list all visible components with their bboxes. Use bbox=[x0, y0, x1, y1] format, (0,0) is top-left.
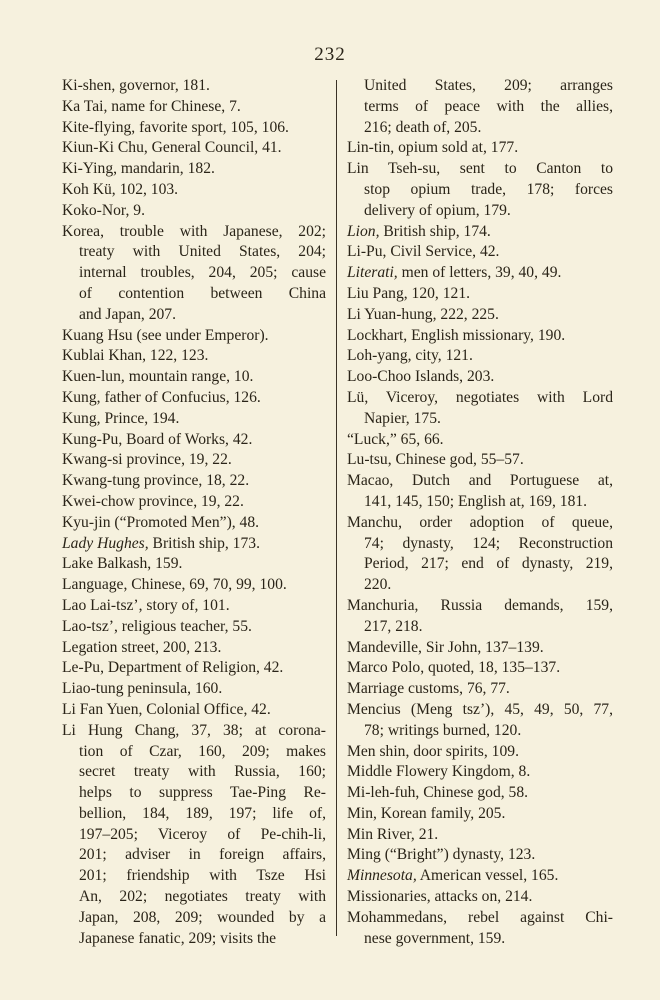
index-entry-line bbox=[62, 492, 326, 513]
index-entry-line bbox=[347, 180, 613, 201]
index-entry-text: Li-Pu, Civil Service, 42. bbox=[347, 243, 500, 261]
index-entry-text: Lin-tin, opium sold at, 177. bbox=[347, 139, 519, 157]
index-entry-line bbox=[347, 804, 613, 825]
index-entry bbox=[62, 554, 326, 575]
index-entry-text: Li Hung Chang, 37, 38; at corona- bbox=[62, 721, 326, 739]
index-entry-line bbox=[62, 638, 326, 659]
index-entry-text: Loh-yang, city, 121. bbox=[347, 347, 473, 365]
index-entry bbox=[347, 513, 613, 596]
index-entry-line bbox=[62, 845, 326, 866]
index-entry-italic-title: Lion, bbox=[347, 222, 380, 240]
index-entry-line bbox=[347, 554, 613, 575]
index-entry-line bbox=[347, 534, 613, 555]
index-entry-text: 141, 145, 150; English at, 169, 181. bbox=[364, 492, 588, 510]
index-entry bbox=[62, 430, 326, 451]
index-entry bbox=[62, 159, 326, 180]
index-entry bbox=[347, 159, 613, 221]
index-entry bbox=[62, 575, 326, 596]
index-entry bbox=[347, 346, 613, 367]
index-entry bbox=[347, 326, 613, 347]
index-entry-text: 197–205; Viceroy of Pe-chih-li, bbox=[79, 825, 326, 843]
index-entry-text: Lu-tsu, Chinese god, 55–57. bbox=[347, 451, 524, 469]
index-entry-line bbox=[347, 97, 613, 118]
index-entry-text: Kung-Pu, Board of Works, 42. bbox=[62, 430, 253, 448]
index-entry-line bbox=[62, 700, 326, 721]
index-entry-text: secret treaty with Russia, 160; bbox=[79, 763, 326, 781]
index-entry-text: Mandeville, Sir John, 137–139. bbox=[347, 638, 544, 656]
index-entry-text: Koko-Nor, 9. bbox=[62, 201, 145, 219]
index-entry-text: Missionaries, attacks on, 214. bbox=[347, 888, 533, 906]
index-entry-line bbox=[62, 118, 326, 139]
index-entry-text: Napier, 175. bbox=[364, 409, 441, 427]
index-entry-text: stop opium trade, 178; forces bbox=[364, 180, 613, 198]
index-column-right bbox=[347, 76, 613, 949]
index-entry-text: Lü, Viceroy, negotiates with Lord bbox=[347, 388, 613, 406]
index-entry-text: Ka Tai, name for Chinese, 7. bbox=[62, 97, 241, 115]
index-entry-text: tion of Czar, 160, 209; makes bbox=[79, 742, 326, 760]
index-entry-text: Macao, Dutch and Portuguese at, bbox=[347, 472, 613, 490]
index-entry-text: Le-Pu, Department of Religion, 42. bbox=[62, 659, 284, 677]
index-entry-line bbox=[62, 471, 326, 492]
index-entry-line bbox=[347, 617, 613, 638]
index-entry-line bbox=[347, 409, 613, 430]
index-entry-line bbox=[347, 450, 613, 471]
index-entry bbox=[347, 700, 613, 742]
index-entry-text: 74; dynasty, 124; Reconstruction bbox=[364, 534, 613, 552]
index-entry-text: Kwei-chow province, 19, 22. bbox=[62, 492, 244, 510]
index-entry-line bbox=[62, 596, 326, 617]
index-entry-line bbox=[62, 180, 326, 201]
index-entry-text: Liao-tung peninsula, 160. bbox=[62, 680, 223, 698]
index-entry bbox=[62, 180, 326, 201]
index-entry-text: Lao Lai-tsz’, story of, 101. bbox=[62, 596, 230, 614]
index-entry-line bbox=[62, 201, 326, 222]
index-entry-text: Ki-shen, governor, 181. bbox=[62, 77, 210, 94]
index-entry bbox=[347, 908, 613, 950]
index-entry-text: Kwang-si province, 19, 22. bbox=[62, 451, 232, 469]
index-entry-line bbox=[62, 804, 326, 825]
index-entry-text: Kublai Khan, 122, 123. bbox=[62, 347, 209, 365]
index-entry-text: Li Fan Yuen, Colonial Office, 42. bbox=[62, 700, 271, 718]
index-entry bbox=[347, 263, 613, 284]
index-entry-text: Li Yuan-hung, 222, 225. bbox=[347, 305, 499, 323]
index-entry-line bbox=[62, 742, 326, 763]
index-entry-text: Lin Tseh-su, sent to Canton to bbox=[347, 160, 613, 178]
index-entry-line bbox=[62, 534, 326, 555]
index-entry-text: Ki-Ying, mandarin, 182. bbox=[62, 160, 215, 178]
index-entry bbox=[62, 492, 326, 513]
index-entry-text: 220. bbox=[364, 576, 392, 594]
index-entry-line bbox=[347, 76, 613, 97]
index-entry-line bbox=[62, 97, 326, 118]
index-entry-text: Lockhart, English missionary, 190. bbox=[347, 326, 566, 344]
index-entry-text: Mi-leh-fuh, Chinese god, 58. bbox=[347, 784, 529, 802]
index-entry bbox=[347, 825, 613, 846]
index-entry-text: Japanese fanatic, 209; visits the bbox=[79, 929, 277, 947]
index-entry-text: United States, 209; arranges bbox=[364, 77, 613, 94]
index-entry-text: British ship, 174. bbox=[379, 222, 491, 240]
index-entry-text: Loo-Choo Islands, 203. bbox=[347, 368, 495, 386]
index-entry-line bbox=[62, 887, 326, 908]
index-entry bbox=[347, 284, 613, 305]
index-entry-text: and Japan, 207. bbox=[79, 305, 177, 323]
index-entry bbox=[347, 866, 613, 887]
index-column-left bbox=[62, 76, 326, 949]
index-entry-line bbox=[347, 762, 613, 783]
index-entry-line bbox=[347, 513, 613, 534]
index-entry bbox=[347, 222, 613, 243]
index-entry-text: 217, 218. bbox=[364, 617, 423, 635]
index-entry-line bbox=[347, 929, 613, 950]
index-entry-text: Kung, Prince, 194. bbox=[62, 409, 180, 427]
index-entry-line bbox=[347, 866, 613, 887]
index-entry-line bbox=[347, 742, 613, 763]
index-entry bbox=[62, 471, 326, 492]
index-entry bbox=[347, 430, 613, 451]
index-entry-text: 201; adviser in foreign affairs, bbox=[79, 846, 326, 864]
index-entry-text: delivery of opium, 179. bbox=[364, 201, 511, 219]
index-entry-line bbox=[347, 721, 613, 742]
index-entry-line bbox=[347, 638, 613, 659]
index-entry bbox=[347, 450, 613, 471]
index-entry-text: Kwang-tung province, 18, 22. bbox=[62, 472, 250, 490]
index-entry-line bbox=[62, 762, 326, 783]
index-entry-text: Kyu-jin (“Promoted Men”), 48. bbox=[62, 513, 260, 531]
index-entry-text: men of letters, 39, 40, 49. bbox=[397, 264, 562, 282]
index-entry-line bbox=[62, 617, 326, 638]
index-entry bbox=[347, 658, 613, 679]
index-entry-line bbox=[62, 326, 326, 347]
index-entry bbox=[62, 346, 326, 367]
index-entry bbox=[62, 76, 326, 97]
index-entry-line bbox=[347, 242, 613, 263]
index-entry-line bbox=[62, 575, 326, 596]
index-entry bbox=[347, 305, 613, 326]
index-entry-text: An, 202; negotiates treaty with bbox=[79, 888, 326, 906]
index-entry-line bbox=[347, 492, 613, 513]
index-entry bbox=[347, 762, 613, 783]
index-entry-text: Min, Korean family, 205. bbox=[347, 804, 506, 822]
index-entry bbox=[347, 783, 613, 804]
index-entry-line bbox=[347, 575, 613, 596]
index-entry bbox=[62, 450, 326, 471]
index-entry-text: 201; friendship with Tsze Hsi bbox=[79, 867, 326, 885]
index-entry-text: Marriage customs, 76, 77. bbox=[347, 680, 510, 698]
index-entry bbox=[62, 222, 326, 326]
index-entry-line bbox=[62, 908, 326, 929]
index-entry bbox=[347, 388, 613, 430]
index-entry-text: Lake Balkash, 159. bbox=[62, 555, 183, 573]
index-entry bbox=[62, 700, 326, 721]
index-entry-line bbox=[62, 76, 326, 97]
index-entry-line bbox=[347, 471, 613, 492]
index-entry-text: internal troubles, 204, 205; cause bbox=[79, 264, 326, 282]
index-entry bbox=[62, 409, 326, 430]
index-entry-text: Japan, 208, 209; wounded by a bbox=[79, 908, 326, 926]
index-entry-text: helps to suppress Tae-Ping Re- bbox=[79, 784, 326, 802]
index-entry-line bbox=[347, 887, 613, 908]
index-entry-line bbox=[62, 284, 326, 305]
index-entry-line bbox=[62, 866, 326, 887]
index-entry bbox=[347, 845, 613, 866]
index-entry-line bbox=[347, 783, 613, 804]
index-entry-text: Kite-flying, favorite sport, 105, 106. bbox=[62, 118, 289, 136]
index-entry bbox=[62, 638, 326, 659]
index-entry bbox=[62, 138, 326, 159]
index-entry-line bbox=[62, 554, 326, 575]
index-entry bbox=[62, 326, 326, 347]
index-entry-line bbox=[62, 388, 326, 409]
index-entry-text: Mohammedans, rebel against Chi- bbox=[347, 908, 613, 926]
index-entry-line bbox=[62, 159, 326, 180]
index-entry-text: nese government, 159. bbox=[364, 929, 506, 947]
index-entry bbox=[62, 721, 326, 950]
index-entry-line bbox=[62, 409, 326, 430]
index-entry-text: Manchuria, Russia demands, 159, bbox=[347, 596, 613, 614]
index-entry-line bbox=[347, 284, 613, 305]
index-entry-text: Ming (“Bright”) dynasty, 123. bbox=[347, 846, 536, 864]
index-entry-line bbox=[347, 825, 613, 846]
index-entry-line bbox=[347, 346, 613, 367]
index-entry-line bbox=[347, 388, 613, 409]
index-entry-text: Manchu, order adoption of queue, bbox=[347, 513, 613, 531]
index-entry-text: of contention between China bbox=[79, 284, 326, 302]
index-entry bbox=[347, 596, 613, 638]
index-entry-line bbox=[62, 679, 326, 700]
index-entry-text: American vessel, 165. bbox=[416, 867, 559, 885]
index-entry-line bbox=[347, 658, 613, 679]
index-entry-text: Kiun-Ki Chu, General Council, 41. bbox=[62, 139, 282, 157]
index-entry-text: 216; death of, 205. bbox=[364, 118, 482, 136]
index-entry-line bbox=[347, 159, 613, 180]
index-entry-line bbox=[347, 430, 613, 451]
index-entry bbox=[62, 617, 326, 638]
index-entry bbox=[347, 887, 613, 908]
index-entry-line bbox=[347, 908, 613, 929]
index-entry-line bbox=[347, 679, 613, 700]
index-entry-text: Marco Polo, quoted, 18, 135–137. bbox=[347, 659, 561, 677]
index-entry bbox=[62, 201, 326, 222]
index-entry bbox=[347, 76, 613, 138]
index-entry-line bbox=[347, 596, 613, 617]
index-entry-line bbox=[62, 263, 326, 284]
index-entry-text: Koh Kü, 102, 103. bbox=[62, 180, 179, 198]
index-entry-line bbox=[62, 929, 326, 950]
index-entry bbox=[347, 242, 613, 263]
index-entry bbox=[62, 97, 326, 118]
page-number: 232 bbox=[314, 44, 346, 65]
index-entry-line bbox=[62, 305, 326, 326]
index-entry-text: Kuang Hsu (see under Emperor). bbox=[62, 326, 269, 344]
index-entry-text: Korea, trouble with Japanese, 202; bbox=[62, 222, 326, 240]
index-entry-text: Kuen-lun, mountain range, 10. bbox=[62, 368, 254, 386]
column-divider bbox=[336, 80, 337, 936]
index-entry-line bbox=[347, 845, 613, 866]
index-entry-line bbox=[62, 513, 326, 534]
index-entry bbox=[62, 658, 326, 679]
index-entry-text: Liu Pang, 120, 121. bbox=[347, 284, 471, 302]
index-entry-text: terms of peace with the allies, bbox=[364, 97, 613, 115]
index-entry bbox=[347, 679, 613, 700]
index-entry-line bbox=[347, 138, 613, 159]
index-entry-line bbox=[62, 825, 326, 846]
index-entry-text: Period, 217; end of dynasty, 219, bbox=[364, 555, 613, 573]
index-entry-line bbox=[62, 721, 326, 742]
index-entry-line bbox=[62, 242, 326, 263]
index-entry-text: Kung, father of Confucius, 126. bbox=[62, 388, 261, 406]
index-entry-line bbox=[62, 658, 326, 679]
index-entry-text: British ship, 173. bbox=[148, 534, 260, 552]
index-entry-text: Legation street, 200, 213. bbox=[62, 638, 222, 656]
index-entry bbox=[347, 471, 613, 513]
index-entry bbox=[347, 804, 613, 825]
index-entry bbox=[62, 367, 326, 388]
index-entry-italic-title: Minnesota, bbox=[347, 867, 417, 885]
index-entry bbox=[62, 388, 326, 409]
index-entry-text: 78; writings burned, 120. bbox=[364, 721, 522, 739]
index-entry bbox=[62, 118, 326, 139]
index-entry-text: Middle Flowery Kingdom, 8. bbox=[347, 763, 531, 781]
index-entry bbox=[62, 679, 326, 700]
index-entry-line bbox=[62, 783, 326, 804]
index-entry bbox=[347, 742, 613, 763]
index-entry-line bbox=[62, 430, 326, 451]
index-entry-text: bellion, 184, 189, 197; life of, bbox=[79, 804, 326, 822]
index-entry-line bbox=[347, 367, 613, 388]
index-entry-text: Lao-tsz’, religious teacher, 55. bbox=[62, 617, 252, 635]
index-entry-line bbox=[62, 346, 326, 367]
index-entry-line bbox=[62, 222, 326, 243]
index-entry-italic-title: Lady Hughes, bbox=[62, 534, 149, 552]
index-entry-line bbox=[347, 700, 613, 721]
index-entry bbox=[62, 513, 326, 534]
index-entry bbox=[347, 367, 613, 388]
index-entry bbox=[62, 534, 326, 555]
index-entry-text: Min River, 21. bbox=[347, 825, 439, 843]
index-entry-italic-title: Literati, bbox=[347, 264, 398, 282]
index-entry bbox=[347, 138, 613, 159]
index-entry-text: treaty with United States, 204; bbox=[79, 243, 326, 261]
index-entry-line bbox=[62, 367, 326, 388]
index-entry-text: Mencius (Meng tsz’), 45, 49, 50, 77, bbox=[347, 700, 613, 718]
index-entry-line bbox=[347, 305, 613, 326]
index-entry bbox=[62, 596, 326, 617]
index-entry-text: Language, Chinese, 69, 70, 99, 100. bbox=[62, 576, 287, 594]
index-entry-line bbox=[347, 118, 613, 139]
index-entry bbox=[347, 638, 613, 659]
index-entry-line bbox=[347, 263, 613, 284]
index-entry-line bbox=[347, 326, 613, 347]
index-entry-line bbox=[347, 201, 613, 222]
index-entry-line bbox=[347, 222, 613, 243]
index-entry-text: “Luck,” 65, 66. bbox=[347, 430, 444, 448]
index-entry-line bbox=[62, 450, 326, 471]
index-entry-line bbox=[62, 138, 326, 159]
index-entry-text: Men shin, door spirits, 109. bbox=[347, 742, 519, 760]
